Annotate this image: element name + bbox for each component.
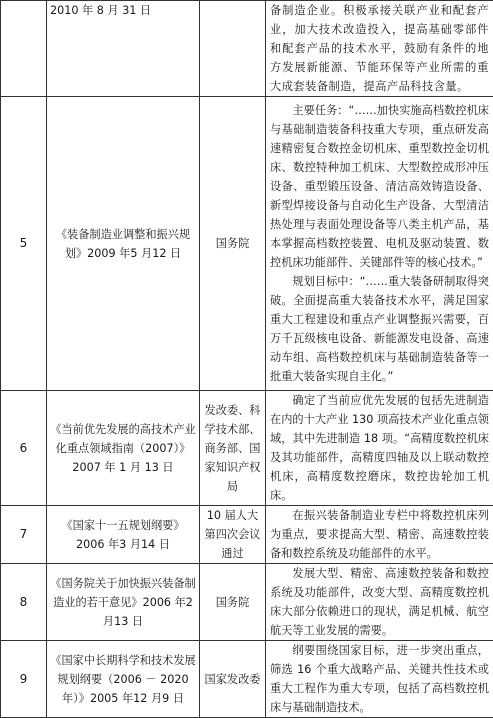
content-paragraph: 纲要围绕国家目标，进一步突出重点，筛选 16 个重大战略产品、关键共性技术或重大工程作为重大专项，包括了高档数控机床与基础制造技术。 <box>270 641 489 717</box>
policy-content <box>266 1 493 97</box>
content-paragraph: 发展大型、精密、高速数控装备和数控系统及功能部件，改变大型、高精度数控机床大部分依赖进口的现状，满足机械、航空航天等工业发展的需要。 <box>270 564 489 640</box>
table-row <box>1 97 493 391</box>
row-number <box>1 1 47 97</box>
row-number: 8 <box>1 564 47 641</box>
document-title-date: 《装备制造业调整和振兴规划》2009 年5 月12 日 <box>47 97 200 391</box>
table-row <box>1 506 493 564</box>
document-title-date: 《国家中长期科学和技术发展规划纲要（2006 － 2020 年）》2005 年12 月9 日 <box>47 641 200 718</box>
issuing-body: 国务院 <box>200 564 266 641</box>
content-paragraph: 在振兴装备制造业专栏中将数控机床列为重点，要求提高大型、精密、高速数控装备和数控系统及功能部件的水平。 <box>270 506 489 563</box>
policy-content <box>266 97 493 391</box>
issuing-body <box>200 1 266 97</box>
document-title-date: 《当前优先发展的高技术产业化重点领域指南（2007）》2007 年 1 月 13 日 <box>47 391 200 506</box>
table-row <box>1 1 493 97</box>
content-paragraph: 规划目标中：“……重大装备研制取得突破。全面提高重大装备技术水平，满足国家重大工程建设和重点产业调整振兴需要，百万千瓦级核电设备、新能源发电设备、高速动车组、高档数控机床与基础制造装备等一批重大装备实现自主化。” <box>270 272 489 386</box>
policy-content <box>266 391 493 506</box>
content-paragraph: 确定了当前应优先发展的包括先进制造在内的十大产业 130 项高技术产业化重点领域，其中先进制造 18 项。“高精度数控机床及其功能部件，高精度四轴及以上联动数控机床，高精度数控磨床，数控齿轮加工机床。 <box>270 391 489 505</box>
document-title-date: 《国务院关于加快振兴装备制造业的若干意见》2006 年2 月13 日 <box>47 564 200 641</box>
policy-content <box>266 641 493 718</box>
content-paragraph: 备制造企业。积极承接关联产业和配套产业，加大技术改造投入，提高基础零部件和配套产品的技术水平，鼓励有条件的地方发展新能源、节能环保等产业所需的重大成套装备制造，提高产品科技含量。 <box>270 1 489 96</box>
row-number: 6 <box>1 391 47 506</box>
row-number: 7 <box>1 506 47 564</box>
issuing-body: 10 届人大第四次会议通过 <box>200 506 266 564</box>
document-title-date: 2010 年 8 月 31 日 <box>47 1 200 97</box>
issuing-body: 国家发改委 <box>200 641 266 718</box>
table-row <box>1 641 493 718</box>
row-number: 5 <box>1 97 47 391</box>
table-row <box>1 391 493 506</box>
policy-content <box>266 506 493 564</box>
policy-content <box>266 564 493 641</box>
row-number: 9 <box>1 641 47 718</box>
issuing-body: 国务院 <box>200 97 266 391</box>
issuing-body: 发改委、科学技术部、商务部、国家知识产权局 <box>200 391 266 506</box>
document-title-date: 《国家十一五规划纲要》2006 年3 月14 日 <box>47 506 200 564</box>
table-row <box>1 564 493 641</box>
content-paragraph: 主要任务：“……加快实施高档数控机床与基础制造装备科技重大专项，重点研发高速精密复合数控金切机床、重型数控金切机床、数控特种加工机床、大型数控成形冲压设备、重型锻压设备、清洁高效铸造设备、新型焊接设备与自动化生产设备、大型清洁热处理与表面处理设备等八类主机产品，基本掌握高档数控装置、电机及驱动装置、数控机床功能部件、关键部件等的核心技术。” <box>270 101 489 272</box>
